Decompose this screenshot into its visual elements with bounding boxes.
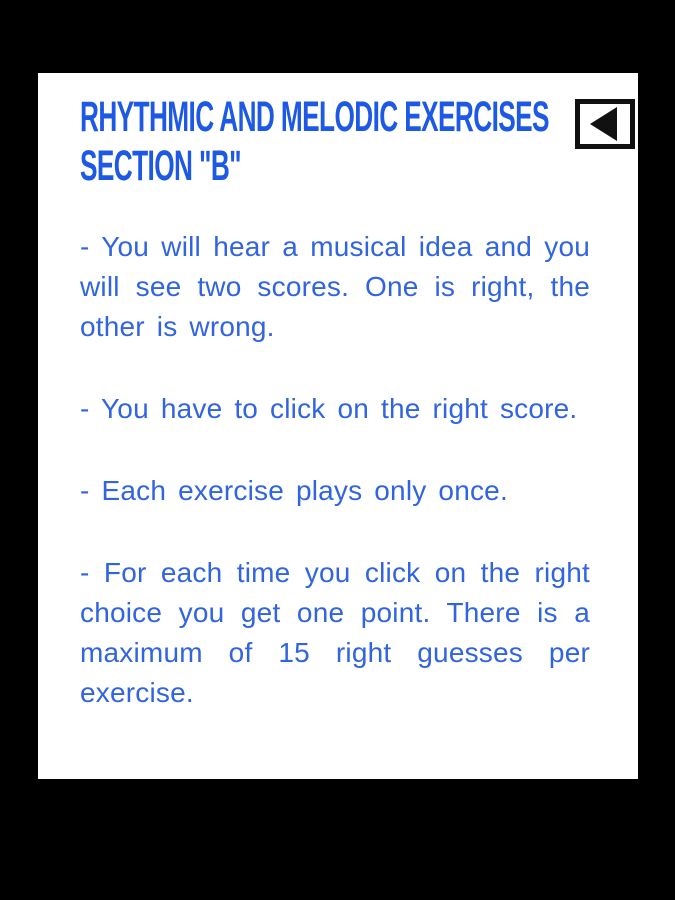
back-button[interactable] — [575, 99, 635, 149]
header — [38, 73, 638, 191]
instructions-card — [38, 73, 638, 779]
instruction-paragraph: - Each exercise plays only once. — [80, 475, 508, 506]
page-title-line1: RHYTHMIC AND MELODIC EXERCISES — [80, 93, 549, 141]
instruction-paragraph: - For each time you click on the right choice you get one point. There is a maximum of 15 right guesses per exercise. — [80, 557, 590, 708]
page-title — [80, 93, 568, 191]
page-title-line2: SECTION "B" — [80, 142, 241, 190]
instruction-paragraph: - You will hear a musical idea and you will see two scores. One is right, the other is wrong. — [80, 231, 590, 342]
instructions-text — [38, 227, 638, 713]
back-triangle-icon — [590, 107, 617, 141]
instruction-paragraph: - You have to click on the right score. — [80, 393, 578, 424]
